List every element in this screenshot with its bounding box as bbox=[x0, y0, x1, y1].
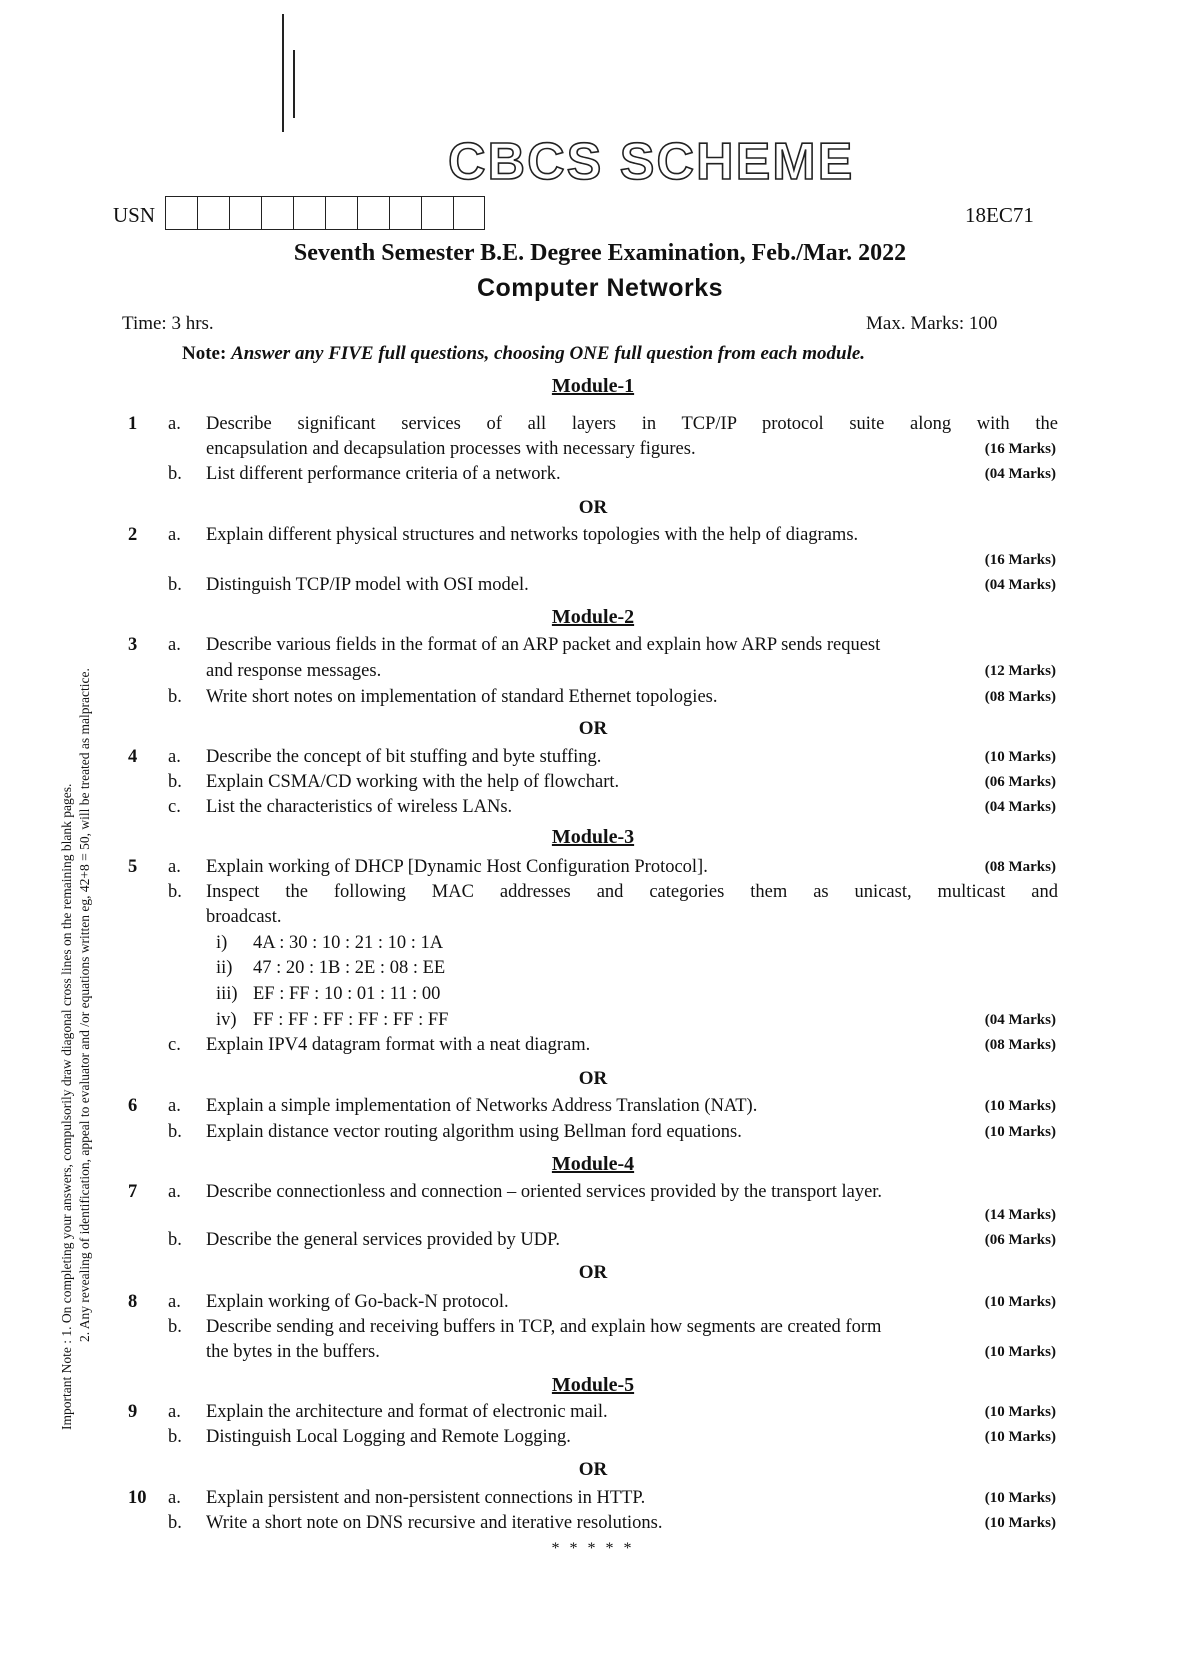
mac-address: 47 : 20 : 1B : 2E : 08 : EE bbox=[253, 958, 446, 978]
part-label: a. bbox=[168, 635, 181, 655]
marks: (12 Marks) bbox=[984, 663, 1056, 679]
part-label: b. bbox=[168, 1317, 182, 1337]
part-label: a. bbox=[168, 1402, 181, 1422]
question-text: Explain IPV4 datagram format with a neat diagram. bbox=[206, 1035, 591, 1055]
exam-time: Time: 3 hrs. bbox=[122, 313, 214, 334]
question-line bbox=[128, 1094, 1058, 1118]
question-line bbox=[128, 931, 1058, 955]
exam-title: Seventh Semester B.E. Degree Examination, Feb./Mar. 2022 bbox=[293, 240, 907, 266]
question-line bbox=[128, 982, 1058, 1006]
usn-box bbox=[197, 196, 229, 230]
question-text: Describe the general services provided by UDP. bbox=[206, 1230, 560, 1250]
question-line bbox=[128, 1486, 1058, 1510]
question-line bbox=[128, 1008, 1058, 1032]
question-number: 1 bbox=[128, 414, 138, 434]
question-number: 7 bbox=[128, 1182, 138, 1202]
question-number: 6 bbox=[128, 1096, 138, 1116]
part-label: a. bbox=[168, 1488, 181, 1508]
question-line bbox=[128, 1315, 1058, 1339]
part-label: c. bbox=[168, 797, 181, 817]
question-text: Describe connectionless and connection – oriented services provided by the transport layer. bbox=[206, 1182, 883, 1202]
end-marker: * * * * * bbox=[551, 1540, 635, 1557]
part-label: b. bbox=[168, 1122, 182, 1142]
or-separator: OR bbox=[578, 718, 608, 739]
question-text: encapsulation and decapsulation processes with necessary figures. bbox=[206, 439, 696, 459]
module-heading: Module-2 bbox=[551, 606, 635, 628]
part-label: a. bbox=[168, 414, 181, 434]
question-line bbox=[128, 795, 1058, 819]
or-separator: OR bbox=[578, 497, 608, 518]
important-note-line: 2. Any revealing of identification, appeal to evaluator and /or equations written eg, 42+8 = 50, will be treated as malpractice. bbox=[77, 668, 92, 1342]
marks: (10 Marks) bbox=[984, 1515, 1056, 1531]
or-separator: OR bbox=[578, 1262, 608, 1283]
question-text: and response messages. bbox=[206, 661, 382, 681]
question-text: Describe sending and receiving buffers in TCP, and explain how segments are created form bbox=[206, 1317, 882, 1337]
question-number: 3 bbox=[128, 635, 138, 655]
subject-title: Computer Networks bbox=[476, 274, 724, 302]
question-text: Explain working of Go-back-N protocol. bbox=[206, 1292, 509, 1312]
question-text: Describe various fields in the format of an ARP packet and explain how ARP sends request bbox=[206, 635, 881, 655]
mac-address: FF : FF : FF : FF : FF : FF bbox=[253, 1010, 449, 1030]
question-text: Explain CSMA/CD working with the help of flowchart. bbox=[206, 772, 620, 792]
question-text: Explain working of DHCP [Dynamic Host Configuration Protocol]. bbox=[206, 857, 708, 877]
question-line bbox=[128, 1120, 1058, 1144]
question-text: Explain different physical structures and networks topologies with the help of diagrams. bbox=[206, 525, 859, 545]
usn-box bbox=[357, 196, 389, 230]
question-line bbox=[128, 633, 1058, 657]
important-note-sidebar bbox=[58, 430, 94, 1430]
question-text: Explain a simple implementation of Networks Address Translation (NAT). bbox=[206, 1096, 758, 1116]
instructions-note bbox=[182, 343, 865, 365]
question-number: 2 bbox=[128, 525, 138, 545]
question-line bbox=[128, 1511, 1058, 1535]
question-line bbox=[128, 462, 1058, 486]
marks: (06 Marks) bbox=[984, 774, 1056, 790]
marks: (14 Marks) bbox=[984, 1207, 1056, 1223]
part-label: b. bbox=[168, 1427, 182, 1447]
question-line bbox=[128, 1425, 1058, 1449]
or-separator: OR bbox=[578, 1068, 608, 1089]
question-text: List different performance criteria of a network. bbox=[206, 464, 561, 484]
marks: (04 Marks) bbox=[984, 799, 1056, 815]
question-line bbox=[128, 745, 1058, 769]
part-label: a. bbox=[168, 747, 181, 767]
question-line bbox=[128, 685, 1058, 709]
question-text: Distinguish TCP/IP model with OSI model. bbox=[206, 575, 529, 595]
marks: (16 Marks) bbox=[984, 441, 1056, 457]
mac-address: 4A : 30 : 10 : 21 : 10 : 1A bbox=[253, 933, 444, 953]
question-number: 8 bbox=[128, 1292, 138, 1312]
question-line bbox=[128, 1180, 1058, 1204]
marks: (10 Marks) bbox=[984, 1344, 1056, 1360]
mac-address: EF : FF : 10 : 01 : 11 : 00 bbox=[253, 984, 441, 1004]
module-heading: Module-4 bbox=[551, 1153, 635, 1175]
max-marks: Max. Marks: 100 bbox=[866, 313, 998, 334]
question-text: List the characteristics of wireless LANs. bbox=[206, 797, 513, 817]
marks: (10 Marks) bbox=[984, 1098, 1056, 1114]
question-text: Inspect the following MAC addresses and categories them as unicast, multicast and bbox=[206, 882, 1058, 902]
question-line bbox=[128, 905, 1058, 929]
question-text: Explain distance vector routing algorithm using Bellman ford equations. bbox=[206, 1122, 742, 1142]
part-label: b. bbox=[168, 1230, 182, 1250]
question-line bbox=[128, 880, 1058, 904]
part-label: c. bbox=[168, 1035, 181, 1055]
question-text: the bytes in the buffers. bbox=[206, 1342, 380, 1362]
part-label: a. bbox=[168, 857, 181, 877]
part-label: a. bbox=[168, 1182, 181, 1202]
question-line bbox=[128, 1340, 1058, 1364]
question-text: Explain the architecture and format of electronic mail. bbox=[206, 1402, 608, 1422]
question-line bbox=[128, 1203, 1058, 1227]
question-line bbox=[128, 412, 1058, 436]
question-line bbox=[128, 523, 1058, 547]
usn-box bbox=[325, 196, 357, 230]
part-label: b. bbox=[168, 687, 182, 707]
question-line bbox=[128, 548, 1058, 572]
usn-box bbox=[453, 196, 485, 230]
question-text: Write a short note on DNS recursive and iterative resolutions. bbox=[206, 1513, 663, 1533]
scan-line bbox=[293, 50, 295, 118]
question-line bbox=[128, 1033, 1058, 1057]
marks: (08 Marks) bbox=[984, 1037, 1056, 1053]
marks: (10 Marks) bbox=[984, 1490, 1056, 1506]
part-label: b. bbox=[168, 575, 182, 595]
part-label: a. bbox=[168, 1292, 181, 1312]
marks: (10 Marks) bbox=[984, 1294, 1056, 1310]
question-number: 4 bbox=[128, 747, 138, 767]
marks: (10 Marks) bbox=[984, 749, 1056, 765]
question-number: 5 bbox=[128, 857, 138, 877]
marks: (16 Marks) bbox=[984, 552, 1056, 568]
question-line bbox=[128, 437, 1058, 461]
marks: (10 Marks) bbox=[984, 1404, 1056, 1420]
usn-box bbox=[261, 196, 293, 230]
usn-box bbox=[165, 196, 197, 230]
part-label: b. bbox=[168, 1513, 182, 1533]
marks: (08 Marks) bbox=[984, 689, 1056, 705]
marks: (06 Marks) bbox=[984, 1232, 1056, 1248]
question-line bbox=[128, 855, 1058, 879]
question-text: Describe the concept of bit stuffing and byte stuffing. bbox=[206, 747, 602, 767]
scheme-title: CBCS SCHEME bbox=[448, 133, 855, 191]
important-note-line: Important Note : 1. On completing your answers, compulsorily draw diagonal cross lines on the remaining blank pages. bbox=[59, 783, 74, 1430]
marks: (10 Marks) bbox=[984, 1124, 1056, 1140]
marks: (04 Marks) bbox=[984, 1012, 1056, 1028]
marks: (08 Marks) bbox=[984, 859, 1056, 875]
question-line bbox=[128, 956, 1058, 980]
sub-part-label: iv) bbox=[216, 1010, 237, 1030]
marks: (04 Marks) bbox=[984, 577, 1056, 593]
part-label: b. bbox=[168, 882, 182, 902]
usn-box bbox=[389, 196, 421, 230]
sub-part-label: i) bbox=[216, 933, 228, 953]
scan-line bbox=[282, 14, 284, 132]
question-text: Describe significant services of all layers in TCP/IP protocol suite along with the bbox=[206, 414, 1058, 434]
question-line bbox=[128, 1228, 1058, 1252]
usn-input bbox=[165, 196, 485, 230]
sub-part-label: iii) bbox=[216, 984, 238, 1004]
sub-part-label: ii) bbox=[216, 958, 233, 978]
module-heading: Module-5 bbox=[551, 1374, 635, 1396]
usn-box bbox=[229, 196, 261, 230]
usn-box bbox=[421, 196, 453, 230]
question-line bbox=[128, 573, 1058, 597]
question-line bbox=[128, 1290, 1058, 1314]
question-number: 10 bbox=[128, 1488, 147, 1508]
module-heading: Module-3 bbox=[551, 826, 635, 848]
module-heading: Module-1 bbox=[551, 375, 635, 397]
usn-box bbox=[293, 196, 325, 230]
part-label: b. bbox=[168, 772, 182, 792]
note-label: Note: bbox=[182, 343, 227, 364]
marks: (04 Marks) bbox=[984, 466, 1056, 482]
note-text: Answer any FIVE full questions, choosing ONE full question from each module. bbox=[231, 343, 866, 364]
part-label: a. bbox=[168, 525, 181, 545]
usn-label: USN bbox=[113, 203, 156, 227]
question-number: 9 bbox=[128, 1402, 138, 1422]
or-separator: OR bbox=[578, 1459, 608, 1480]
question-text: Write short notes on implementation of standard Ethernet topologies. bbox=[206, 687, 718, 707]
question-text: broadcast. bbox=[206, 907, 282, 927]
question-line bbox=[128, 659, 1058, 683]
question-line bbox=[128, 1400, 1058, 1424]
marks: (10 Marks) bbox=[984, 1429, 1056, 1445]
question-text: Distinguish Local Logging and Remote Logging. bbox=[206, 1427, 571, 1447]
question-line bbox=[128, 770, 1058, 794]
question-text: Explain persistent and non-persistent connections in HTTP. bbox=[206, 1488, 646, 1508]
course-code: 18EC71 bbox=[965, 203, 1034, 227]
part-label: a. bbox=[168, 1096, 181, 1116]
part-label: b. bbox=[168, 464, 182, 484]
